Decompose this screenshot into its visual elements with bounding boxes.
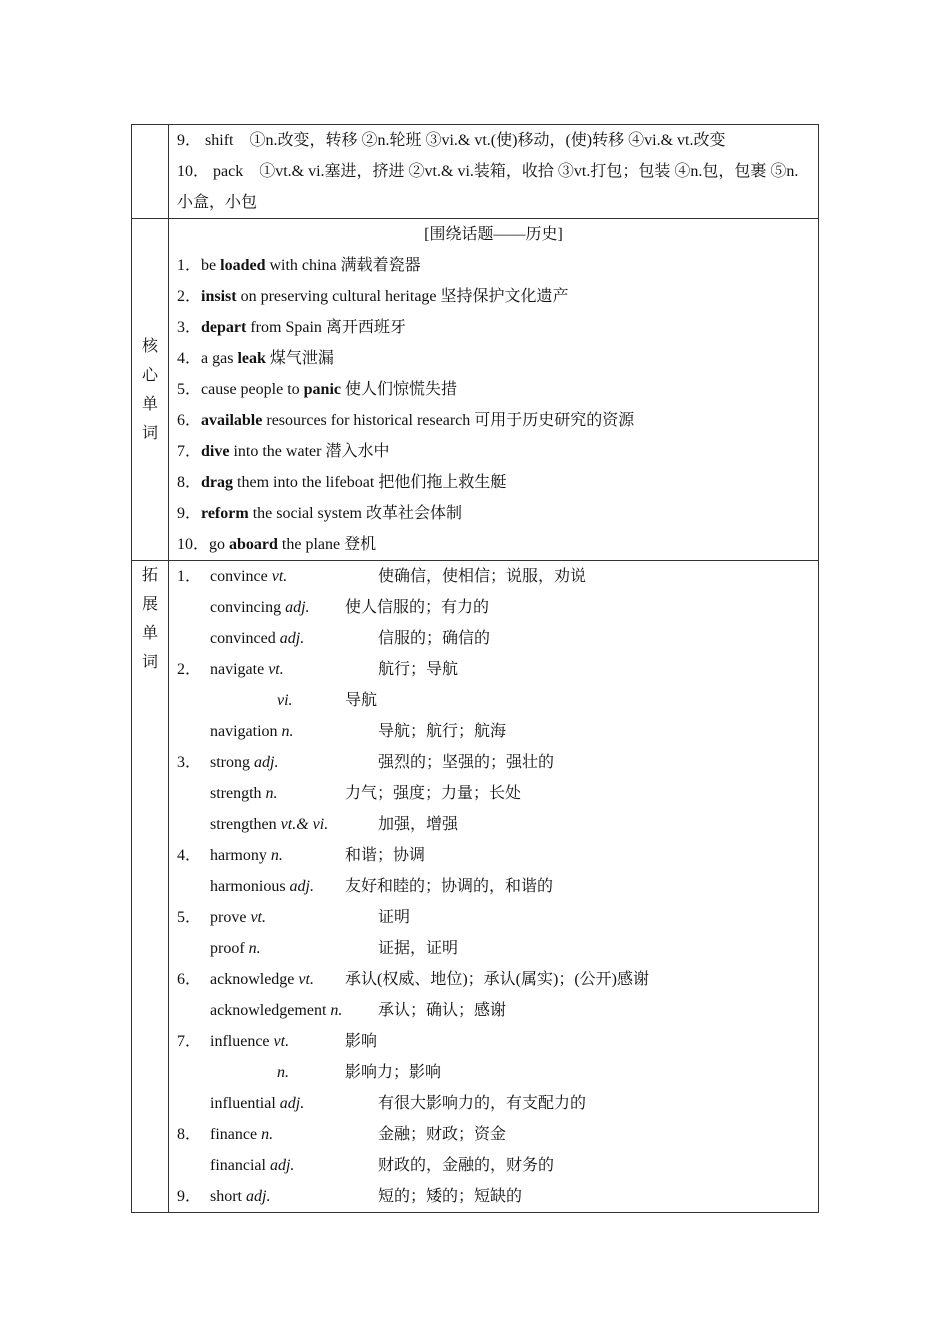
- word-text: financial: [210, 1157, 266, 1174]
- table-row-extended: [132, 560, 818, 1212]
- headword: [210, 902, 266, 933]
- part-of-speech: vt.: [250, 909, 266, 926]
- key-word: aboard: [229, 536, 278, 553]
- list-item: [177, 654, 810, 685]
- headword: [210, 747, 278, 778]
- word-text: proof: [210, 940, 245, 957]
- translation: 导航；航行；航海: [378, 723, 507, 740]
- row-label-empty: [132, 125, 169, 218]
- word-text: convinced: [210, 630, 276, 647]
- phrase-prefix: a gas: [201, 350, 238, 367]
- word-text: convince: [210, 568, 268, 585]
- list-item: [177, 561, 810, 592]
- label-char: 词: [141, 654, 158, 671]
- headword: [210, 871, 314, 902]
- part-of-speech: n.: [270, 847, 283, 864]
- key-word: available: [201, 412, 263, 429]
- translation: 影响力；影响: [345, 1064, 442, 1081]
- list-item: [177, 250, 810, 281]
- list-item: [177, 467, 810, 498]
- phrase-suffix: from Spain 离开西班牙: [246, 319, 406, 336]
- word-text: strong: [210, 754, 250, 771]
- phrase-suffix: on preserving cultural heritage 坚持保护文化遗产: [236, 288, 569, 305]
- headword: [210, 716, 294, 747]
- headword: [210, 809, 328, 840]
- item-number: 7．: [177, 1033, 202, 1050]
- translation: 证据，证明: [378, 940, 459, 957]
- key-word: dive: [201, 443, 230, 460]
- headword: [210, 1088, 304, 1119]
- headword: pack: [213, 163, 244, 180]
- key-word: reform: [201, 505, 249, 522]
- phrase-prefix: go: [209, 536, 230, 553]
- part-of-speech: vt.& vi.: [280, 816, 329, 833]
- word-text: harmony: [210, 847, 267, 864]
- item-number: 8．: [177, 474, 202, 491]
- phrase-suffix: into the water 潜入水中: [229, 443, 390, 460]
- headword: [210, 1181, 270, 1212]
- item-number: 4．: [177, 350, 202, 367]
- translation: 短的；矮的；短缺的: [378, 1188, 523, 1205]
- translation: 信服的；确信的: [378, 630, 491, 647]
- headword: [210, 1150, 294, 1181]
- part-of-speech: n.: [261, 1126, 274, 1143]
- translation: 影响: [345, 1033, 378, 1050]
- word-text: short: [210, 1188, 242, 1205]
- list-item: [177, 529, 810, 560]
- list-item: [177, 747, 810, 778]
- headword: [277, 1057, 289, 1088]
- headword: [277, 685, 293, 716]
- list-item: [177, 592, 810, 623]
- key-word: insist: [201, 288, 237, 305]
- list-item: [177, 281, 810, 312]
- table-row-core: [132, 218, 818, 560]
- part-of-speech: adj.: [246, 1188, 271, 1205]
- phrase-suffix: the plane 登机: [277, 536, 377, 553]
- item-number: 1．: [177, 257, 202, 274]
- list-item: [177, 1026, 810, 1057]
- core-word-list: [169, 219, 818, 560]
- row-label-core: [132, 219, 169, 560]
- part-of-speech: vt.: [273, 1033, 290, 1050]
- label-char: 单: [141, 395, 158, 413]
- key-word: depart: [201, 319, 247, 336]
- phrase-suffix: the social system 改革社会体制: [248, 505, 463, 522]
- list-item: [177, 156, 810, 218]
- row-label-extended: [132, 561, 169, 1212]
- vocabulary-table: [131, 124, 819, 1213]
- part-of-speech: vt.: [271, 568, 288, 585]
- part-of-speech: n.: [281, 723, 294, 740]
- part-of-speech: adj.: [254, 754, 279, 771]
- list-item: [177, 716, 810, 747]
- headword: [210, 995, 342, 1026]
- phrase-suffix: resources for historical research 可用于历史研究的资源: [262, 412, 635, 429]
- list-item: [177, 871, 810, 902]
- list-item: [177, 933, 810, 964]
- headword: [210, 592, 310, 623]
- part-of-speech: n.: [265, 785, 278, 802]
- translation: 和谐；协调: [345, 847, 426, 864]
- translation: 承认；确认；感谢: [378, 1002, 507, 1019]
- item-number: 9．: [177, 132, 202, 149]
- table-row-continuation: [132, 125, 818, 218]
- list-item: [177, 840, 810, 871]
- list-item: [177, 1088, 810, 1119]
- item-number: 9．: [177, 505, 202, 522]
- item-number: 1．: [177, 568, 202, 585]
- part-of-speech: adj.: [285, 599, 310, 616]
- headword: shift: [205, 132, 234, 149]
- definition: ①n.改变，转移 ②n.轮班 ③vi.& vt.(使)移动，(使)转移 ④vi.& vt.改变: [249, 132, 726, 149]
- phrase-prefix: cause people to: [201, 381, 304, 398]
- word-text: strength: [210, 785, 262, 802]
- word-text: acknowledge: [210, 971, 295, 988]
- list-item: [177, 436, 810, 467]
- part-of-speech: n.: [277, 1064, 289, 1081]
- item-number: 3．: [177, 319, 202, 336]
- label-char: 词: [141, 424, 158, 442]
- list-item: [177, 312, 810, 343]
- headword: [210, 654, 284, 685]
- item-number: 6．: [177, 971, 202, 988]
- headword: [210, 561, 287, 592]
- list-item: [177, 964, 810, 995]
- word-text: influential: [210, 1095, 276, 1112]
- key-word: panic: [303, 381, 341, 398]
- label-char: 心: [141, 366, 158, 384]
- item-number: 2．: [177, 661, 202, 678]
- headword: [210, 933, 261, 964]
- word-text: harmonious: [210, 878, 286, 895]
- list-item: [177, 995, 810, 1026]
- word-text: prove: [210, 909, 247, 926]
- list-item: [177, 1057, 810, 1088]
- part-of-speech: n.: [330, 1002, 343, 1019]
- translation: 使确信，使相信；说服，劝说: [378, 568, 587, 585]
- translation: 财政的，金融的，财务的: [378, 1157, 555, 1174]
- headword: [210, 1026, 289, 1057]
- word-text: strengthen: [210, 816, 277, 833]
- part-of-speech: n.: [248, 940, 261, 957]
- headword: [210, 623, 304, 654]
- item-number: 2．: [177, 288, 202, 305]
- part-of-speech: vt.: [298, 971, 314, 988]
- item-number: 8．: [177, 1126, 202, 1143]
- word-text: navigate: [210, 661, 265, 678]
- word-text: acknowledgement: [210, 1002, 327, 1019]
- part-of-speech: adj.: [279, 630, 305, 647]
- list-item: [177, 685, 810, 716]
- list-item: [177, 623, 810, 654]
- list-item: [177, 902, 810, 933]
- label-char: 拓: [141, 567, 158, 584]
- item-number: 3．: [177, 754, 202, 771]
- item-number: 10．: [177, 536, 210, 553]
- word-text: navigation: [210, 723, 278, 740]
- translation: 证明: [378, 909, 411, 926]
- section-heading: [围绕话题——历史]: [424, 226, 563, 243]
- list-item: [177, 1119, 810, 1150]
- item-number: 6．: [177, 412, 202, 429]
- word-text: finance: [210, 1126, 258, 1143]
- word-text: convincing: [210, 599, 282, 616]
- headword: [210, 964, 314, 995]
- part-of-speech: adj.: [279, 1095, 305, 1112]
- item-number: 5．: [177, 909, 202, 926]
- translation: 加强，增强: [378, 816, 459, 833]
- list-item: [177, 1181, 810, 1212]
- translation: 友好和睦的；协调的，和谐的: [345, 878, 554, 895]
- headword: [210, 840, 283, 871]
- translation: 导航: [345, 692, 378, 709]
- item-number: 9．: [177, 1188, 202, 1205]
- list-item: [177, 809, 810, 840]
- continuation-cell: [169, 125, 818, 218]
- item-number: 7．: [177, 443, 202, 460]
- translation: 金融；财政；资金: [378, 1126, 507, 1143]
- translation: 力气；强度；力量；长处: [345, 785, 522, 802]
- list-item: [177, 498, 810, 529]
- part-of-speech: vt.: [268, 661, 284, 678]
- part-of-speech: adj.: [289, 878, 314, 895]
- phrase-suffix: them into the lifeboat 把他们拖上救生艇: [233, 474, 507, 491]
- item-number: 5．: [177, 381, 202, 398]
- phrase-suffix: with china 满载着瓷器: [265, 257, 421, 274]
- list-item: [177, 125, 810, 156]
- list-item: [177, 343, 810, 374]
- label-char: 核: [141, 337, 158, 355]
- key-word: leak: [237, 350, 266, 367]
- label-char: 展: [141, 596, 158, 613]
- item-number: 4．: [177, 847, 202, 864]
- translation: 强烈的；坚强的；强壮的: [378, 754, 555, 771]
- headword: [210, 1119, 273, 1150]
- phrase-suffix: 使人们惊慌失措: [340, 381, 457, 398]
- headword: [210, 778, 278, 809]
- phrase-suffix: 煤气泄漏: [265, 350, 334, 367]
- translation: 承认(权威、地位)；承认(属实)；(公开)感谢: [345, 971, 649, 988]
- translation: 使人信服的；有力的: [345, 599, 490, 616]
- label-char: 单: [141, 625, 158, 642]
- item-number: 10．: [177, 163, 210, 180]
- list-item: [177, 778, 810, 809]
- part-of-speech: vi.: [277, 692, 293, 709]
- translation: 航行；导航: [378, 661, 459, 678]
- part-of-speech: adj.: [269, 1157, 295, 1174]
- key-word: loaded: [220, 257, 266, 274]
- list-item: [177, 374, 810, 405]
- definition: ①vt.& vi.塞进，挤进 ②vt.& vi.装箱，收拾 ③vt.打包；包装 ④n.包，包裹 ⑤n.小盒，小包: [177, 163, 799, 211]
- phrase-prefix: be: [201, 257, 221, 274]
- list-item: [177, 1150, 810, 1181]
- key-word: drag: [201, 474, 234, 491]
- list-item: [177, 405, 810, 436]
- translation: 有很大影响力的，有支配力的: [378, 1095, 587, 1112]
- extended-word-list: [169, 561, 818, 1212]
- word-text: influence: [210, 1033, 270, 1050]
